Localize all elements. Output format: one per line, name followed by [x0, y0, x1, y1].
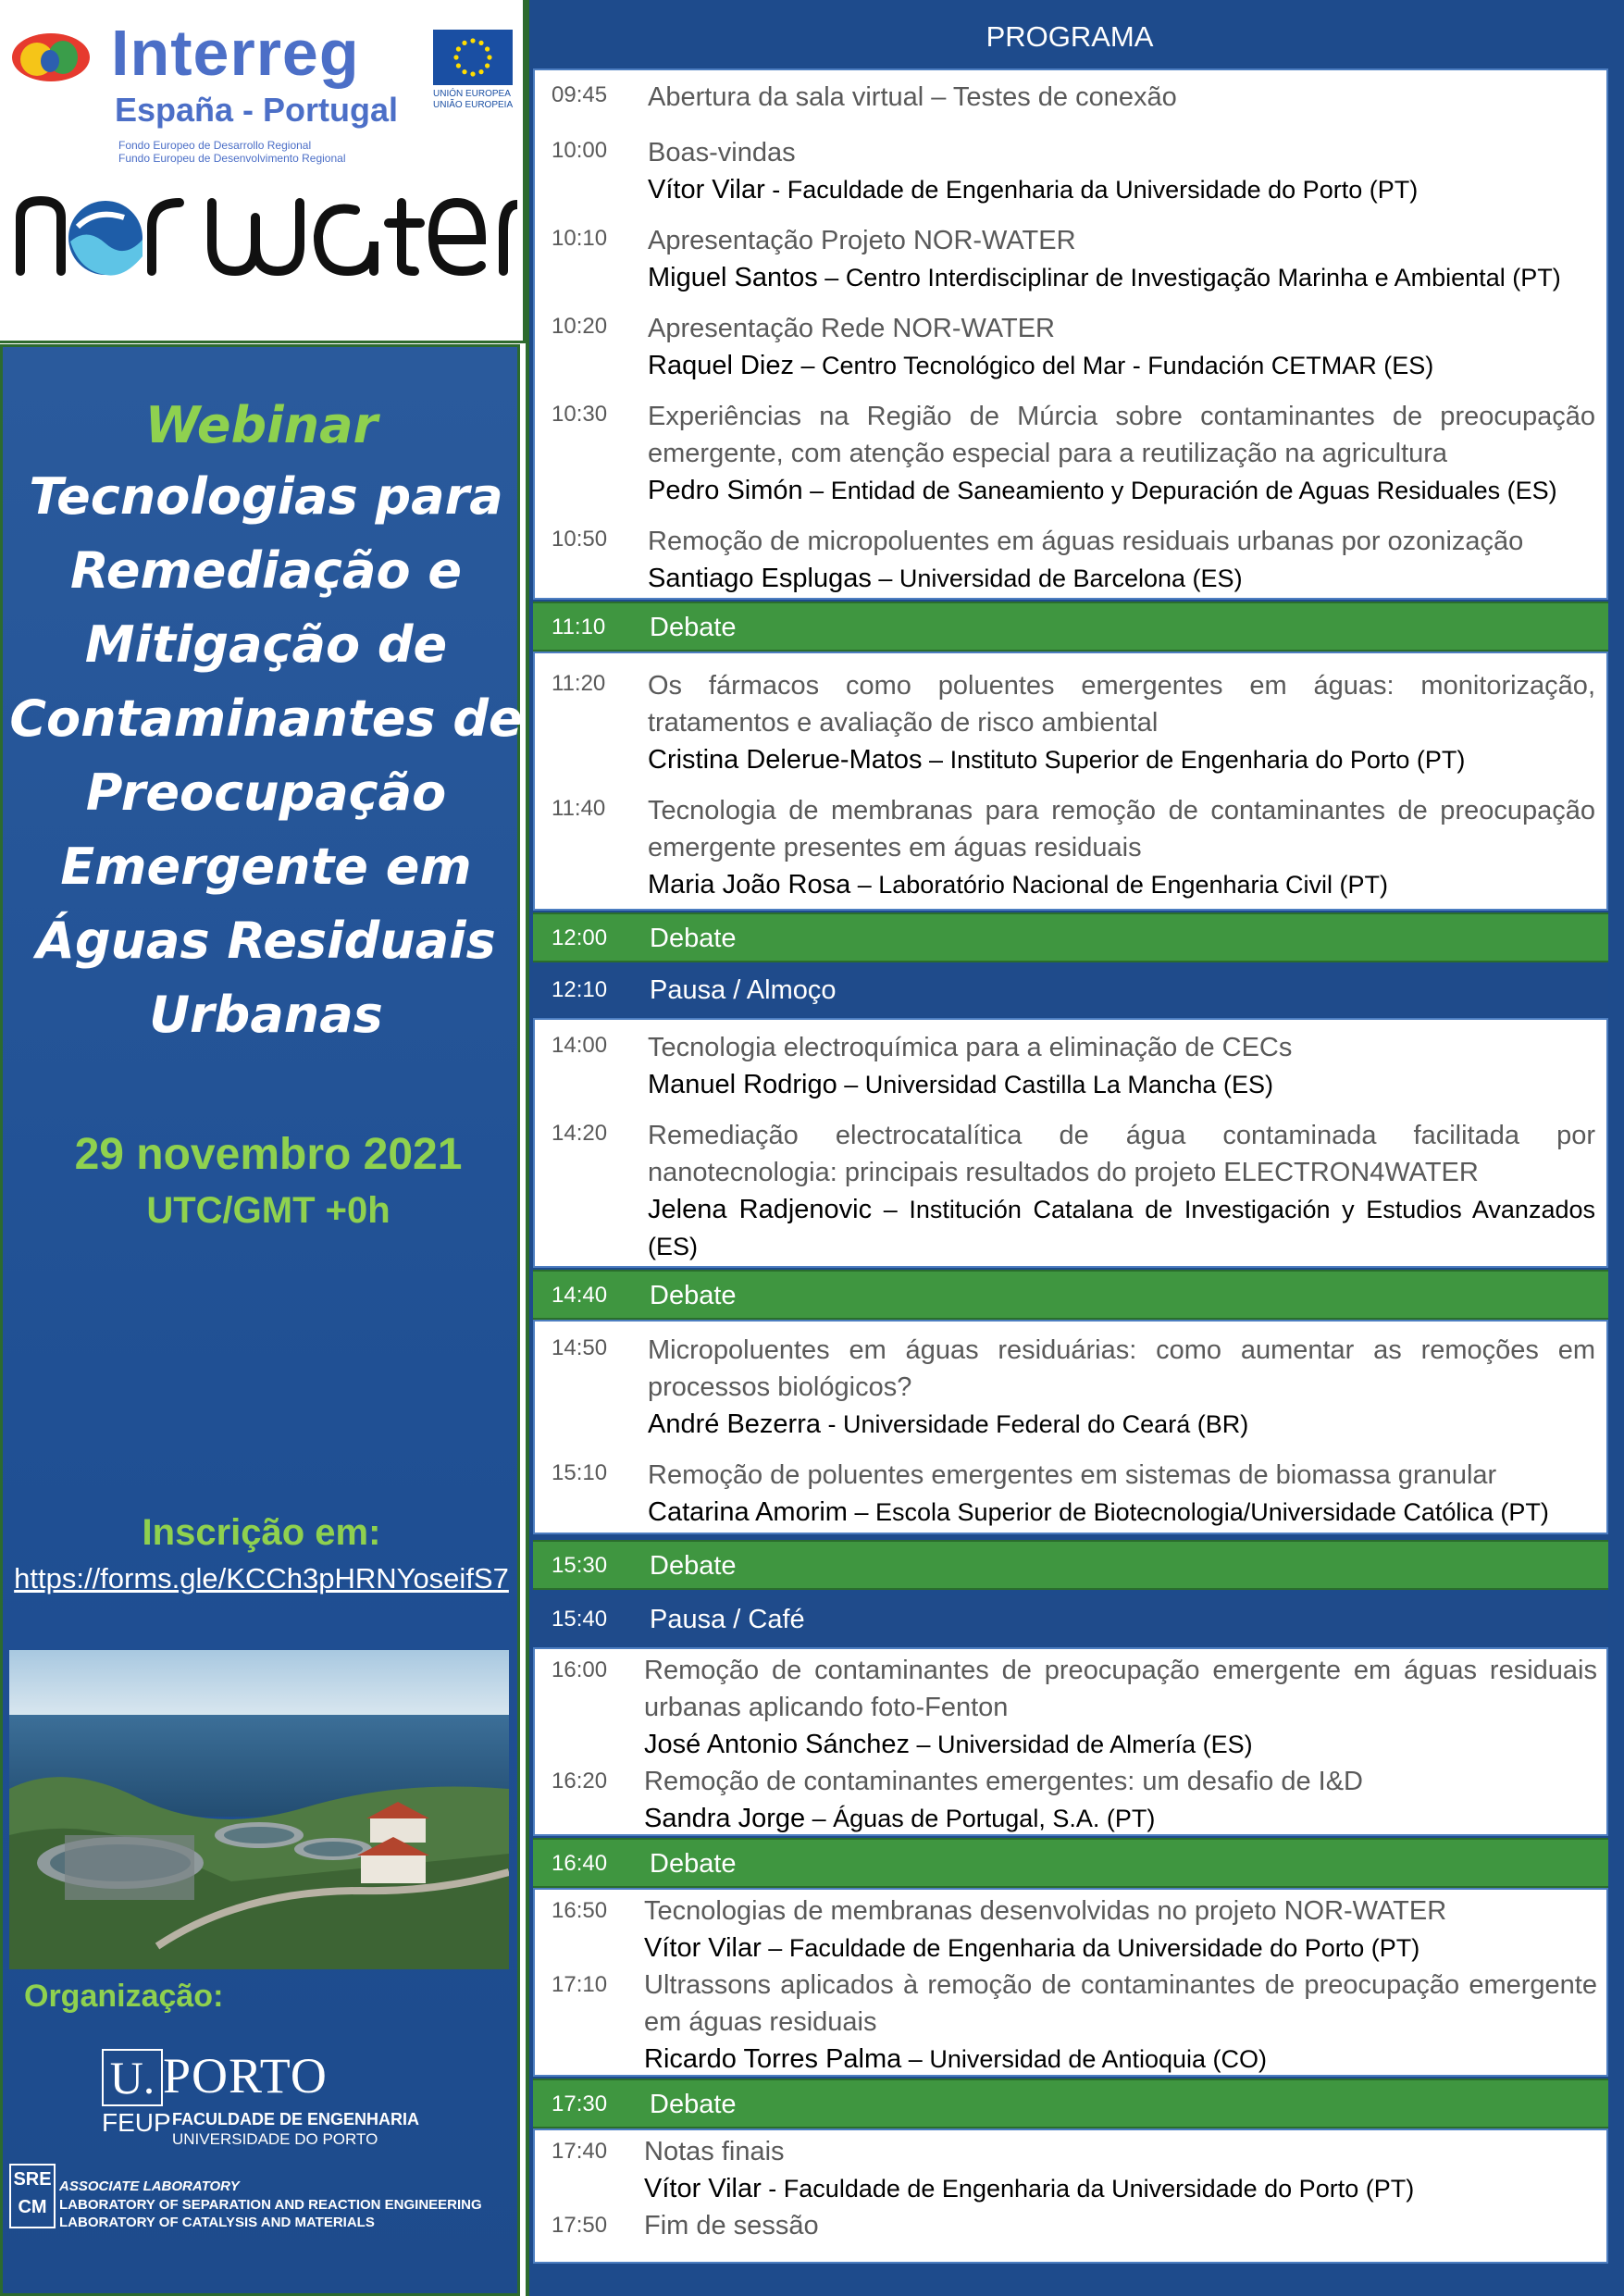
session-time: 15:40: [552, 1607, 608, 1632]
session-time: 11:10: [552, 614, 606, 639]
session-entry: [648, 1332, 1595, 1443]
webinar-label: Webinar: [144, 396, 378, 454]
speaker-separator: -: [761, 2175, 784, 2203]
break-bar: [533, 1595, 1608, 1645]
eu-label-pt: UNIÃO EUROPEIA: [433, 100, 514, 110]
session-title: Remoção de contaminantes de preocupação emergente em águas residuais urbanas aplicando foto-Fenton: [644, 1656, 1597, 1722]
event-title-line: Mitigação de: [84, 615, 448, 674]
lsre-logo: [9, 2164, 56, 2228]
session-time: 14:20: [552, 1121, 608, 1146]
feup-name: FACULDADE DE ENGENHARIA: [172, 2110, 420, 2128]
speaker-affiliation: Centro Tecnológico del Mar - Fundación CETMAR (ES): [822, 352, 1434, 379]
speaker-affiliation: Universidad Castilla La Mancha (ES): [864, 1071, 1273, 1098]
speaker-affiliation: Laboratório Nacional de Engenharia Civil (PT): [878, 871, 1389, 899]
session-time: 12:00: [552, 925, 608, 950]
session-title: Tecnologia de membranas para remoção de contaminantes de preocupação emergente presentes em águas residuais: [648, 796, 1595, 863]
session-title: Remoção de micropoluentes em águas residuais urbanas por ozonização: [648, 527, 1524, 556]
speaker-separator: –: [761, 1934, 789, 1962]
speaker-name: José Antonio Sánchez: [644, 1730, 910, 1759]
session-entry: [644, 2133, 1597, 2207]
session-time: 11:40: [552, 796, 606, 821]
lsre-logo-bottom: CM: [18, 2197, 47, 2217]
session-label: Pausa / Almoço: [650, 975, 837, 1005]
speaker-separator: –: [872, 1196, 910, 1223]
speaker-separator: –: [793, 352, 823, 379]
session-time: 17:10: [552, 1972, 608, 1997]
speaker-name: Santiago Esplugas: [648, 564, 872, 593]
logo-area: [0, 0, 526, 343]
session-label: Debate: [650, 2090, 737, 2119]
session-time: 10:50: [552, 527, 608, 552]
debate-bar: [533, 1540, 1608, 1590]
speaker-separator: -: [764, 176, 787, 204]
program-header: PROGRAMA: [986, 20, 1154, 53]
session-entry: [644, 1893, 1597, 1967]
speaker-separator: -: [821, 1410, 843, 1438]
session-time: 16:50: [552, 1898, 608, 1923]
session-time: 15:30: [552, 1553, 608, 1578]
session-time: 10:30: [552, 402, 608, 427]
speaker-name: Raquel Diez: [648, 351, 794, 380]
session-entry: [648, 523, 1595, 597]
session-title: Ultrassons aplicados à remoção de contaminantes de preocupação emergente em águas residuais: [644, 1970, 1597, 2037]
speaker-name: Jelena Radjenovic: [648, 1195, 873, 1224]
debate-bar: [533, 2079, 1608, 2128]
speaker-name: Manuel Rodrigo: [648, 1070, 837, 1099]
speaker-separator: –: [909, 1731, 938, 1758]
session-entry: [644, 2207, 1597, 2244]
session-title: Remoção de contaminantes emergentes: um desafio de I&D: [644, 1767, 1363, 1796]
speaker-separator: –: [817, 264, 846, 292]
session-time: 09:45: [552, 82, 608, 107]
speaker-separator: –: [805, 1805, 834, 1832]
session-time: 17:50: [552, 2213, 608, 2238]
event-title-line: Emergente em: [60, 838, 472, 896]
session-title: Fim de sessão: [644, 2211, 819, 2240]
session-time: 16:40: [552, 1851, 608, 1876]
speaker-separator: –: [871, 565, 899, 592]
speaker-affiliation: Universidad de Antioquia (CO): [929, 2045, 1268, 2073]
speaker-affiliation: Escola Superior de Biotecnologia/Universidade Católica (PT): [875, 1498, 1549, 1526]
debate-bar: [533, 602, 1608, 652]
session-title: Apresentação Rede NOR-WATER: [648, 314, 1055, 343]
session-label: Debate: [650, 1849, 737, 1879]
debate-bar: [533, 1270, 1608, 1320]
speaker-affiliation: Faculdade de Engenharia da Universidade do Porto (PT): [783, 2175, 1415, 2203]
feup-acronym: FEUP: [102, 2108, 171, 2137]
session-time: 17:30: [552, 2091, 608, 2116]
uporto-u-logo: U.: [102, 2049, 163, 2106]
session-time: 10:10: [552, 226, 608, 251]
registration-label: Inscrição em:: [142, 1512, 381, 1553]
registration-link[interactable]: https://forms.gle/KCCh3pHRNYoseifS7: [14, 1562, 509, 1595]
session-time: 10:20: [552, 314, 608, 339]
event-title-line: Contaminantes de: [9, 689, 523, 748]
event-title-line: Tecnologias para: [29, 467, 503, 526]
eu-label-es: UNIÓN EUROPEA: [433, 89, 511, 99]
speaker-affiliation: Institución Catalana de Investigación y Estudios Avanzados (ES): [648, 1196, 1595, 1260]
speaker-name: Catarina Amorim: [648, 1497, 848, 1527]
organization-label: Organização:: [24, 1979, 224, 2014]
session-time: 12:10: [552, 977, 608, 1002]
speaker-separator: –: [850, 871, 879, 899]
session-time: 16:00: [552, 1657, 608, 1682]
lab-type: ASSOCIATE LABORATORY: [59, 2178, 240, 2194]
event-title-line: Preocupação: [85, 763, 447, 822]
speaker-name: Maria João Rosa: [648, 870, 851, 900]
speaker-affiliation: Universidad de Barcelona (ES): [899, 565, 1243, 592]
session-time: 17:40: [552, 2139, 608, 2164]
session-title: Os fármacos como poluentes emergentes em águas: monitorização, tratamentos e avaliação de risco ambiental: [648, 671, 1595, 738]
speaker-separator: –: [802, 477, 831, 504]
event-timezone: UTC/GMT +0h: [146, 1190, 391, 1231]
session-entry: [648, 1117, 1595, 1265]
speaker-affiliation: Instituto Superior de Engenharia do Porto (PT): [949, 746, 1466, 774]
event-title-line: Águas Residuais: [36, 912, 496, 970]
speaker-affiliation: Entidad de Saneamiento y Depuración de Aguas Residuales (ES): [830, 477, 1557, 504]
interreg-emblem-icon: [9, 30, 93, 85]
session-entry: [648, 134, 1595, 208]
interreg-title: Interreg: [111, 17, 360, 89]
event-title-line: Urbanas: [149, 986, 383, 1044]
interreg-fund-pt: Fundo Europeu de Desenvolvimento Regional: [118, 152, 346, 165]
session-entry: [644, 1763, 1597, 1837]
session-label: Debate: [650, 1281, 737, 1310]
speaker-name: Vítor Vilar: [644, 2174, 762, 2203]
session-entry: [648, 667, 1595, 778]
session-title: Experiências na Região de Múrcia sobre contaminantes de preocupação emergente, com atenção especial para a reutilização na agricultura: [648, 402, 1595, 468]
speaker-affiliation: Faculdade de Engenharia da Universidade do Porto (PT): [787, 176, 1419, 204]
session-entry: [648, 79, 1595, 116]
eu-flag-icon: [433, 30, 513, 85]
speaker-name: Miguel Santos: [648, 263, 818, 292]
speaker-name: Vítor Vilar: [648, 175, 765, 205]
lsre-logo-top: SRE: [13, 2169, 52, 2190]
session-entry: [644, 1967, 1597, 2078]
session-label: Pausa / Café: [650, 1605, 805, 1634]
session-label: Debate: [650, 1551, 737, 1581]
interreg-fund-es: Fondo Europeo de Desarrollo Regional: [118, 139, 312, 152]
speaker-affiliation: Águas de Portugal, S.A. (PT): [833, 1805, 1156, 1832]
lab-name-lcm: LABORATORY OF CATALYSIS AND MATERIALS: [59, 2215, 375, 2230]
speaker-affiliation: Centro Interdisciplinar de Investigação Marinha e Ambiental (PT): [845, 264, 1561, 292]
speaker-name: Vítor Vilar: [644, 1933, 762, 1963]
feup-university: UNIVERSIDADE DO PORTO: [172, 2130, 378, 2148]
session-time: 15:10: [552, 1460, 608, 1485]
interreg-subtitle: España - Portugal: [115, 91, 399, 129]
session-entry: [648, 792, 1595, 903]
session-title: Apresentação Projeto NOR-WATER: [648, 226, 1076, 255]
debate-bar: [533, 1838, 1608, 1888]
session-entry: [648, 222, 1595, 296]
speaker-name: André Bezerra: [648, 1409, 821, 1439]
session-entry: [648, 1029, 1595, 1103]
session-time: 16:20: [552, 1769, 608, 1793]
session-time: 10:00: [552, 138, 608, 163]
session-time: 14:00: [552, 1033, 608, 1058]
session-title: Tecnologias de membranas desenvolvidas no projeto NOR-WATER: [644, 1896, 1447, 1926]
speaker-name: Cristina Delerue-Matos: [648, 745, 923, 775]
session-title: Abertura da sala virtual – Testes de conexão: [648, 82, 1177, 112]
event-title-line: Remediação e: [70, 541, 462, 600]
session-title: Micropoluentes em águas residuárias: como aumentar as remoções em processos biológicos?: [648, 1335, 1595, 1402]
event-date: 29 novembro 2021: [74, 1130, 463, 1179]
speaker-separator: –: [847, 1498, 875, 1526]
speaker-name: Ricardo Torres Palma: [644, 2044, 902, 2074]
break-bar: [533, 966, 1608, 1016]
speaker-affiliation: Faculdade de Engenharia da Universidade do Porto (PT): [788, 1934, 1420, 1962]
norwater-logo: [13, 190, 517, 282]
session-entry: [648, 398, 1595, 509]
session-label: Debate: [650, 924, 737, 953]
uporto-name: PORTO: [163, 2048, 328, 2104]
speaker-name: Pedro Simón: [648, 476, 803, 505]
session-title: Remoção de poluentes emergentes em sistemas de biomassa granular: [648, 1460, 1497, 1490]
speaker-affiliation: Universidad de Almería (ES): [937, 1731, 1253, 1758]
session-title: Boas-vindas: [648, 138, 796, 168]
debate-bar: [533, 912, 1608, 962]
session-label: Debate: [650, 613, 737, 642]
speaker-separator: –: [901, 2045, 930, 2073]
speaker-affiliation: Universidade Federal do Ceará (BR): [843, 1410, 1249, 1438]
lab-name-lsre: LABORATORY OF SEPARATION AND REACTION ENGINEERING: [59, 2197, 482, 2213]
speaker-name: Sandra Jorge: [644, 1804, 806, 1833]
session-title: Tecnologia electroquímica para a eliminação de CECs: [648, 1033, 1293, 1062]
speaker-separator: –: [922, 746, 950, 774]
session-time: 14:40: [552, 1283, 608, 1308]
session-title: Remediação electrocatalítica de água contaminada facilitada por nanotecnologia: principais resultados do projeto ELECTRON4WATER: [648, 1121, 1595, 1187]
session-time: 14:50: [552, 1335, 608, 1360]
session-entry: [648, 1457, 1595, 1531]
session-time: 11:20: [552, 671, 606, 696]
speaker-separator: –: [837, 1071, 865, 1098]
session-entry: [648, 310, 1595, 384]
treatment-plant-photo: [9, 1650, 509, 1969]
session-entry: [644, 1652, 1597, 1763]
session-title: Notas finais: [644, 2137, 785, 2166]
